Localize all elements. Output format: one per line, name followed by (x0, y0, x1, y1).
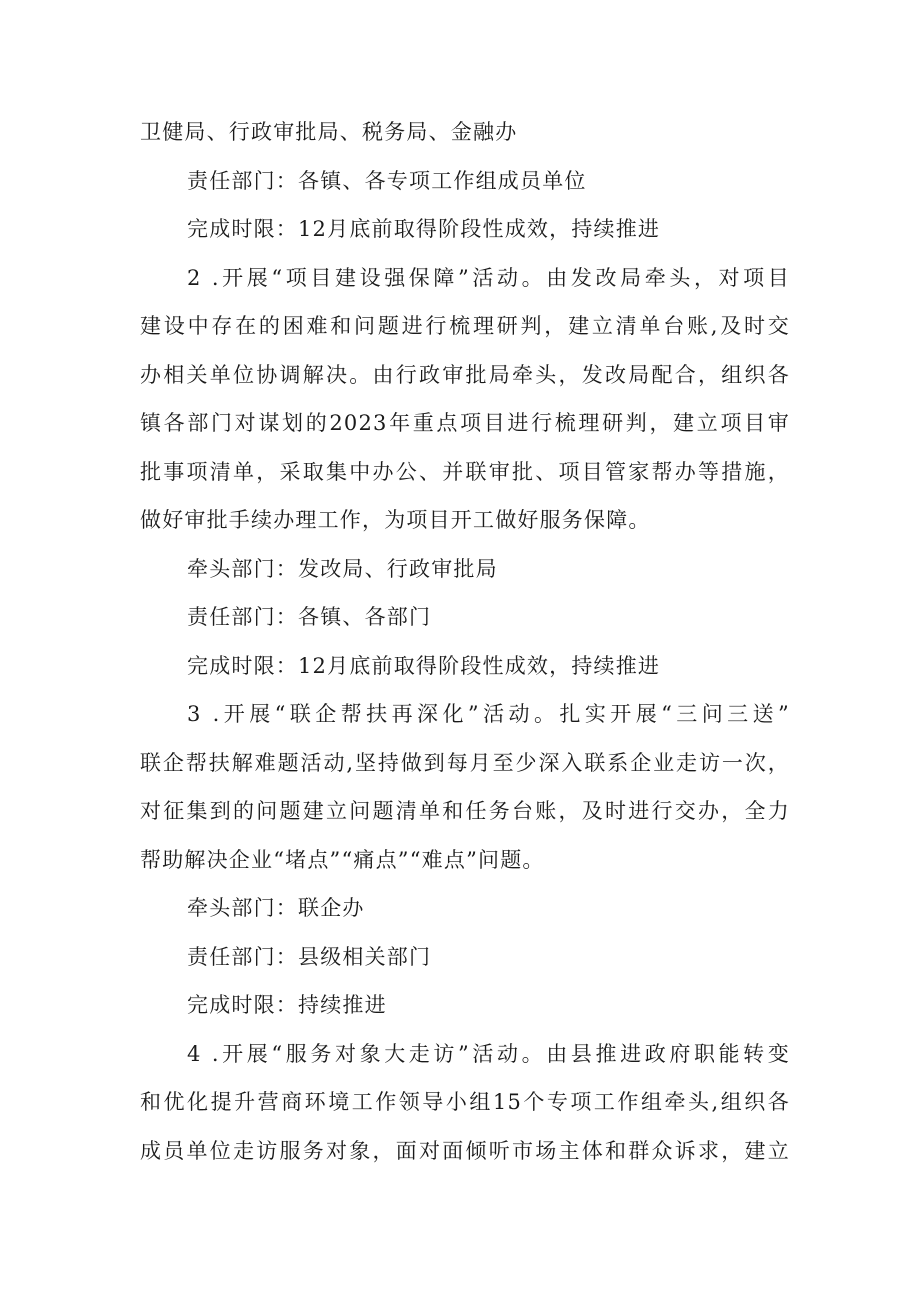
text-line: 帮助解决企业“堵点”“痛点”“难点”问题。 (140, 847, 545, 872)
text-line: 对征集到的问题建立问题清单和任务台账，及时进行交办，全力 (140, 799, 790, 823)
text-line: 完成时限：持续推进 (187, 993, 387, 1017)
text-line: 2 .开展“项目建设强保障”活动。由发改局牵头，对项目 (187, 265, 790, 290)
text-line: 3 .开展“联企帮扶再深化”活动。扎实开展“三问三送” (187, 702, 790, 726)
text-line: 牵头部门：发改局、行政审批局 (187, 556, 498, 581)
text-line: 批事项清单，采取集中办公、并联审批、项目管家帮办等措施， (140, 459, 790, 484)
text-line: 卫健局、行政审批局、税务局、金融办 (140, 120, 518, 144)
text-line: 和优化提升营商环境工作领导小组15个专项工作组牵头,组织各 (140, 1090, 790, 1114)
text-line: 办相关单位协调解决。由行政审批局牵头，发改局配合，组织各 (140, 362, 790, 387)
text-line: 4 .开展“服务对象大走访”活动。由县推进政府职能转变 (187, 1041, 790, 1066)
text-line: 做好审批手续办理工作，为项目开工做好服务保障。 (140, 508, 651, 532)
text-line: 牵头部门：联企办 (187, 896, 365, 920)
document-body (140, 108, 790, 1175)
text-line: 完成时限：12月底前取得阶段性成效，持续推进 (187, 653, 661, 678)
text-line: 建设中存在的困难和问题进行梳理研判，建立清单台账,及时交 (140, 314, 790, 338)
text-line: 成员单位走访服务对象，面对面倾听市场主体和群众诉求，建立 (140, 1138, 790, 1163)
text-line: 责任部门：各镇、各部门 (187, 605, 432, 629)
text-line: 联企帮扶解难题活动,坚持做到每月至少深入联系企业走访一次， (140, 750, 790, 775)
text-line: 完成时限：12月底前取得阶段性成效，持续推进 (187, 217, 661, 241)
text-line: 责任部门：各镇、各专项工作组成员单位 (187, 168, 587, 193)
text-line: 责任部门：县级相关部门 (187, 944, 432, 969)
text-line: 镇各部门对谋划的2023年重点项目进行梳理研判，建立项目审 (140, 411, 790, 435)
